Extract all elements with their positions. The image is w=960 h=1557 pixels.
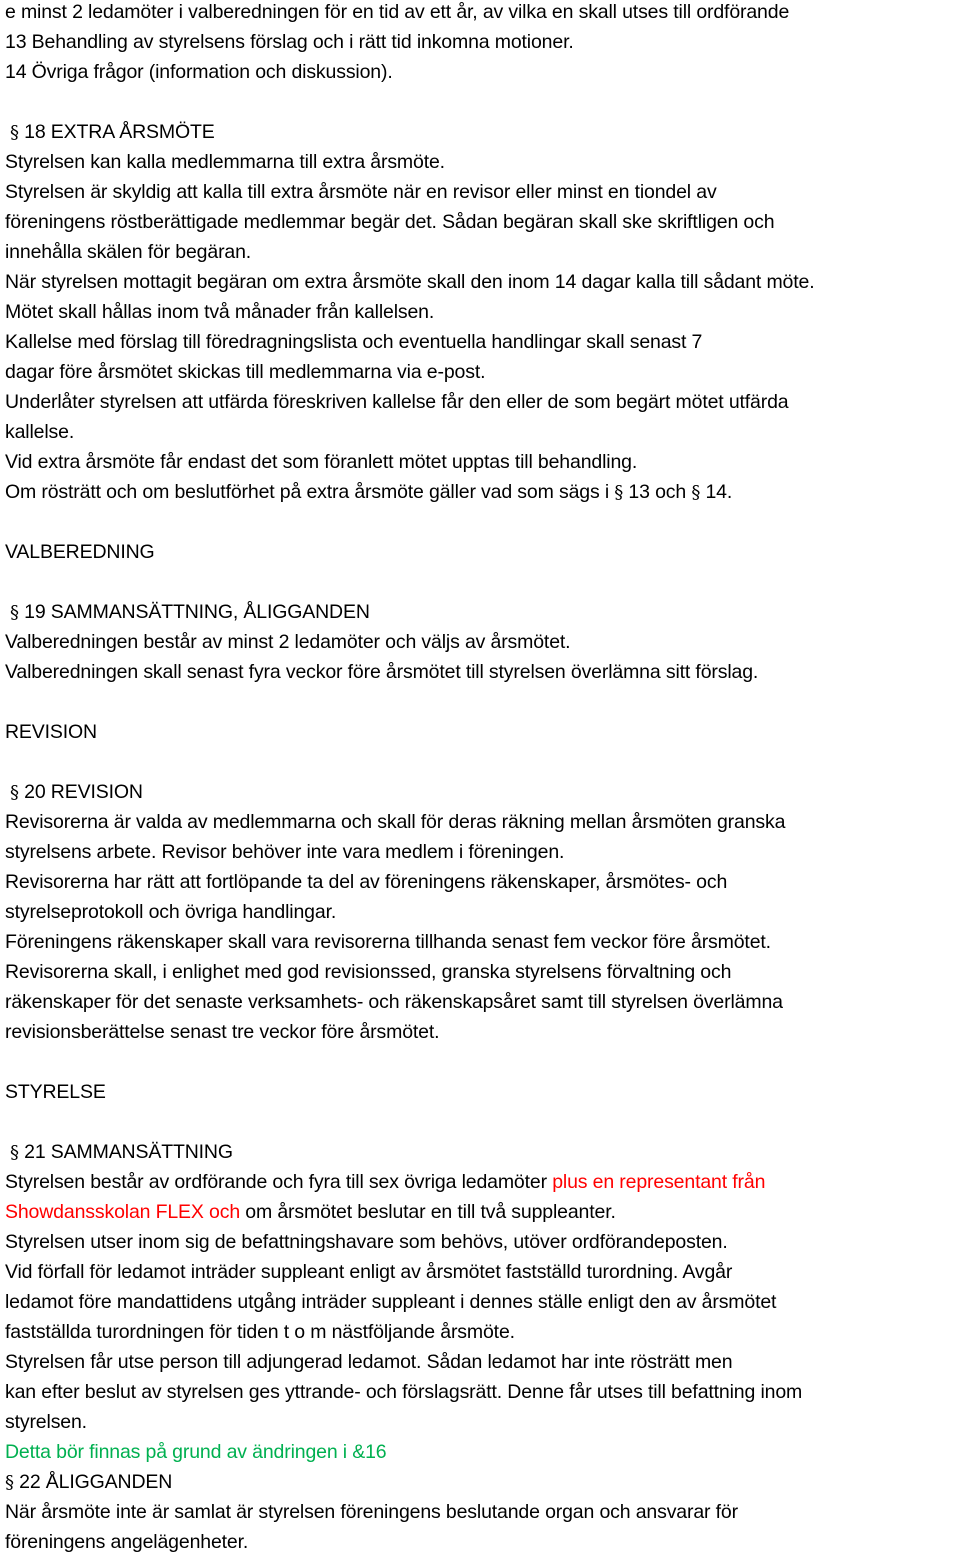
text-line: kallelse. (5, 421, 75, 443)
text-line: Kallelse med förslag till föredragningslista och eventuella handlingar skall senast 7 (5, 331, 703, 353)
text-line: Föreningens räkenskaper skall vara revisorerna tillhanda senast fem veckor före årsmötet. (5, 931, 771, 953)
text-line: räkenskaper för det senaste verksamhets- och räkenskapsåret samt till styrelsen överlämna (5, 991, 783, 1013)
text-segment: Styrelsen består av ordförande och fyra till sex övriga ledamöter (5, 1171, 553, 1193)
text-line: innehålla skälen för begäran. (5, 241, 252, 263)
spacer (5, 1107, 960, 1137)
paragraph-sign: § (10, 602, 19, 623)
section-19-heading (5, 597, 960, 627)
paragraph-sign: § (5, 1472, 14, 1493)
paragraph-sign: § (614, 482, 624, 503)
text-line: dagar före årsmötet skickas till medlemmarna via e-post. (5, 361, 486, 383)
paragraph-sign: § (691, 482, 701, 503)
text-line: styrelsen. (5, 1411, 87, 1433)
heading-text: 19 SAMMANSÄTTNING, ÅLIGGANDEN (24, 601, 370, 623)
section-title-styrelse: STYRELSE (5, 1081, 106, 1103)
text-line: Styrelsen utser inom sig de befattningshavare som behövs, utöver ordförandeposten. (5, 1231, 728, 1253)
text-line: fastställda turordningen för tiden t o m nästföljande årsmöte. (5, 1321, 515, 1343)
text-line: Underlåter styrelsen att utfärda föreskriven kallelse får den eller de som begärt mötet utfärda (5, 391, 789, 413)
spacer (5, 687, 960, 717)
text-line (5, 1167, 960, 1197)
text-line: När styrelsen mottagit begäran om extra årsmöte skall den inom 14 dagar kalla till sådant möte. (5, 271, 815, 293)
text-line: 13 Behandling av styrelsens förslag och i rätt tid inkomna motioner. (5, 31, 574, 53)
spacer (5, 747, 960, 777)
text-line: föreningens röstberättigade medlemmar begär det. Sådan begäran skall ske skriftligen och (5, 211, 775, 233)
section-title-valberedning: VALBEREDNING (5, 541, 155, 563)
text-line: Revisorerna skall, i enlighet med god revisionssed, granska styrelsens förvaltning och (5, 961, 732, 983)
text-line: Vid extra årsmöte får endast det som föranlett mötet upptas till behandling. (5, 451, 638, 473)
text-line: styrelseprotokoll och övriga handlingar. (5, 901, 337, 923)
section-title-revision: REVISION (5, 721, 97, 743)
text-line: Valberedningen består av minst 2 ledamöter och väljs av årsmötet. (5, 631, 571, 653)
paragraph-sign: § (10, 782, 19, 803)
text-line: e minst 2 ledamöter i valberedningen för en tid av ett år, av vilka en skall utses till ordförande (5, 1, 790, 23)
section-22-heading (5, 1467, 960, 1497)
text-line: Mötet skall hållas inom två månader från kallelsen. (5, 301, 435, 323)
text-line (5, 477, 960, 507)
paragraph-sign: § (10, 1142, 19, 1163)
heading-text: 21 SAMMANSÄTTNING (24, 1141, 233, 1163)
paragraph-sign: § (10, 122, 19, 143)
text-segment: om årsmötet beslutar en till två suppleanter. (240, 1201, 616, 1223)
section-21-heading (5, 1137, 960, 1167)
spacer (5, 507, 960, 537)
text-line: Valberedningen skall senast fyra veckor före årsmötet till styrelsen överlämna sitt förslag. (5, 661, 759, 683)
green-note: Detta bör finnas på grund av ändringen i &16 (5, 1441, 387, 1463)
text-line: Vid förfall för ledamot inträder suppleant enligt av årsmötet fastställd turordning. Avgår (5, 1261, 733, 1283)
text-segment: Om rösträtt och om beslutförhet på extra årsmöte gäller vad som sägs i (5, 481, 615, 503)
text-line: föreningens angelägenheter. (5, 1531, 249, 1553)
spacer (5, 87, 960, 117)
heading-text: 18 EXTRA ÅRSMÖTE (24, 121, 215, 143)
text-line: Styrelsen får utse person till adjungerad ledamot. Sådan ledamot har inte rösträtt men (5, 1351, 733, 1373)
highlighted-red-text: Showdansskolan FLEX och (5, 1201, 241, 1223)
text-line: ledamot före mandattidens utgång inträder suppleant i dennes ställe enligt den av årsmötet (5, 1291, 777, 1313)
text-segment: 13 och (628, 481, 692, 503)
section-18-heading (5, 117, 960, 147)
text-line: styrelsens arbete. Revisor behöver inte vara medlem i föreningen. (5, 841, 565, 863)
heading-text: 22 ÅLIGGANDEN (19, 1471, 173, 1493)
highlighted-red-text: plus en representant från (552, 1171, 766, 1193)
text-line: Styrelsen kan kalla medlemmarna till extra årsmöte. (5, 151, 445, 173)
text-line: När årsmöte inte är samlat är styrelsen föreningens beslutande organ och ansvarar för (5, 1501, 738, 1523)
text-line: kan efter beslut av styrelsen ges yttrande- och förslagsrätt. Denne får utses till befattning inom (5, 1381, 803, 1403)
section-20-heading (5, 777, 960, 807)
heading-text: 20 REVISION (24, 781, 143, 803)
text-line: Styrelsen är skyldig att kalla till extra årsmöte när en revisor eller minst en tiondel av (5, 181, 717, 203)
text-line: Revisorerna är valda av medlemmarna och skall för deras räkning mellan årsmöten granska (5, 811, 786, 833)
text-line: Revisorerna har rätt att fortlöpande ta del av föreningens räkenskaper, årsmötes- och (5, 871, 728, 893)
text-line: revisionsberättelse senast tre veckor före årsmötet. (5, 1021, 440, 1043)
spacer (5, 567, 960, 597)
text-segment: 14. (705, 481, 733, 503)
spacer (5, 1047, 960, 1077)
text-line (5, 1197, 960, 1227)
text-line: 14 Övriga frågor (information och diskussion). (5, 61, 393, 83)
